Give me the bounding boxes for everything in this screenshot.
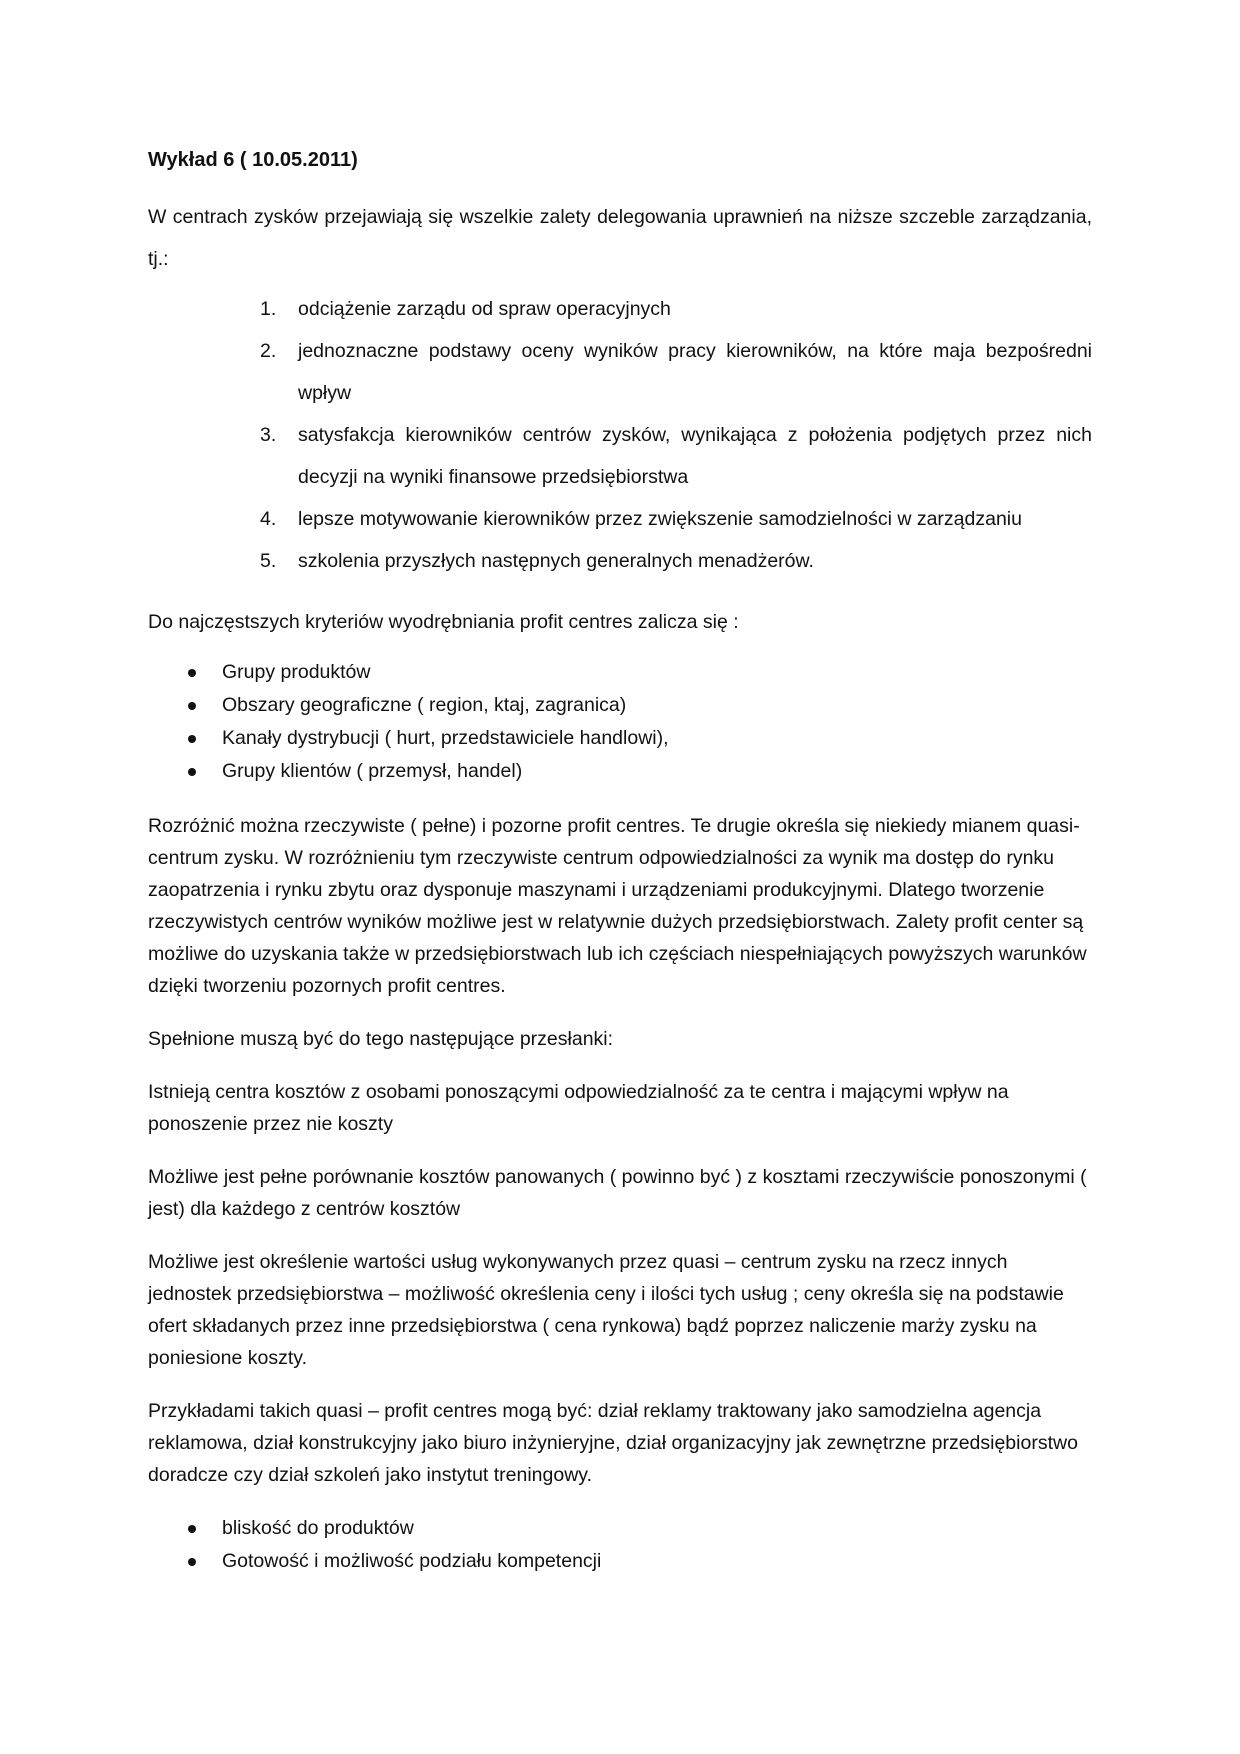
bullet-list-item [222, 722, 1092, 755]
bullet-list-item [222, 1512, 1092, 1545]
intro-paragraph: W centrach zysków przejawiają się wszelkie zalety delegowania uprawnień na niższe szczeble zarządzania, tj.: [148, 206, 1092, 270]
paragraph-conditions-lead: Spełnione muszą być do tego następujące przesłanki: [148, 1028, 614, 1050]
list-item-text: jednoznaczne podstawy oceny wyników pracy kierowników, na które maja bezpośredni wpływ [298, 340, 1092, 404]
paragraph-examples: Przykładami takich quasi – profit centres mogą być: dział reklamy traktowany jako samodzielna agencja reklamowa, dział konstrukcyjny jako biuro inżynieryjne, dział organizacyjny jak zewnętrzne przedsiębiorstwo doradcze czy dział szkoleń jako instytut treningowy. [148, 1400, 1078, 1486]
bullet-icon [188, 1558, 196, 1566]
bullet-text: Obszary geograficzne ( region, ktaj, zagranica) [222, 694, 627, 716]
bullet-icon [188, 735, 196, 743]
bullet-text: Grupy produktów [222, 661, 371, 683]
numbered-list [148, 288, 1092, 582]
bullet-text: Grupy klientów ( przemysł, handel) [222, 760, 523, 782]
final-list [148, 1512, 1092, 1578]
list-number: 1. [260, 298, 277, 320]
paragraph-service-value: Możliwe jest określenie wartości usług wykonywanych przez quasi – centrum zysku na rzecz innych jednostek przedsiębiorstwa – możliwość określenia ceny i ilości tych usług ; ceny określa się na podstawie ofert składanych przez inne przedsiębiorstwa ( cena rynkowa) bądź poprzez naliczenie marży zysku na poniesione koszty. [148, 1251, 1064, 1369]
bullet-list-item [222, 1545, 1092, 1578]
document-body [148, 146, 1092, 1600]
list-number: 5. [260, 550, 277, 572]
criteria-list [148, 656, 1092, 788]
paragraph-cost-comparison: Możliwe jest pełne porównanie kosztów panowanych ( powinno być ) z kosztami rzeczywiście ponoszonymi ( jest) dla każdego z centrów kosztów [148, 1166, 1087, 1220]
bullet-icon [188, 702, 196, 710]
bullet-text: bliskość do produktów [222, 1517, 414, 1539]
list-item-text: satysfakcja kierowników centrów zysków, wynikająca z położenia podjętych przez nich decyzji na wyniki finansowe przedsiębiorstwa [298, 424, 1092, 488]
bullet-icon [188, 669, 196, 677]
list-item-text: szkolenia przyszłych następnych generalnych menadżerów. [298, 550, 814, 572]
bullet-icon [188, 1525, 196, 1533]
list-item-text: lepsze motywowanie kierowników przez zwiększenie samodzielności w zarządzaniu [298, 508, 1022, 530]
numbered-list-item [260, 288, 1092, 330]
numbered-list-item [260, 414, 1092, 498]
paragraph-cost-centres: Istnieją centra kosztów z osobami ponoszącymi odpowiedzialność za te centra i mającymi wpływ na ponoszenie przez nie koszty [148, 1081, 1009, 1135]
bullet-icon [188, 768, 196, 776]
numbered-list-item [260, 330, 1092, 414]
paragraph-profit-centres: Rozróżnić można rzeczywiste ( pełne) i pozorne profit centres. Te drugie określa się niekiedy mianem quasi-centrum zysku. W rozróżnieniu tym rzeczywiste centrum odpowiedzialności za wynik ma dostęp do rynku zaopatrzenia i rynku zbytu oraz dysponuje maszynami i urządzeniami produkcyjnymi. Dlatego tworzenie rzeczywistych centrów wyników możliwe jest w relatywnie dużych przedsiębiorstwach. Zalety profit center są możliwe do uzyskania także w przedsiębiorstwach lub ich częściach niespełniających powyższych warunków dzięki tworzeniu pozornych profit centres. [148, 815, 1087, 997]
list-number: 4. [260, 508, 277, 530]
bullet-text: Gotowość i możliwość podziału kompetencji [222, 1550, 602, 1572]
numbered-list-item [260, 540, 1092, 582]
list-number: 3. [260, 424, 277, 446]
numbered-list-item [260, 498, 1092, 540]
bullet-list-item [222, 755, 1092, 788]
document-title: Wykład 6 ( 10.05.2011) [148, 149, 358, 171]
bullet-text: Kanały dystrybucji ( hurt, przedstawiciele handlowi), [222, 727, 669, 749]
bullet-list-item [222, 689, 1092, 722]
criteria-lead: Do najczęstszych kryteriów wyodrębniania profit centres zalicza się : [148, 611, 739, 633]
list-number: 2. [260, 340, 277, 362]
list-item-text: odciążenie zarządu od spraw operacyjnych [298, 298, 671, 320]
bullet-list-item [222, 656, 1092, 689]
